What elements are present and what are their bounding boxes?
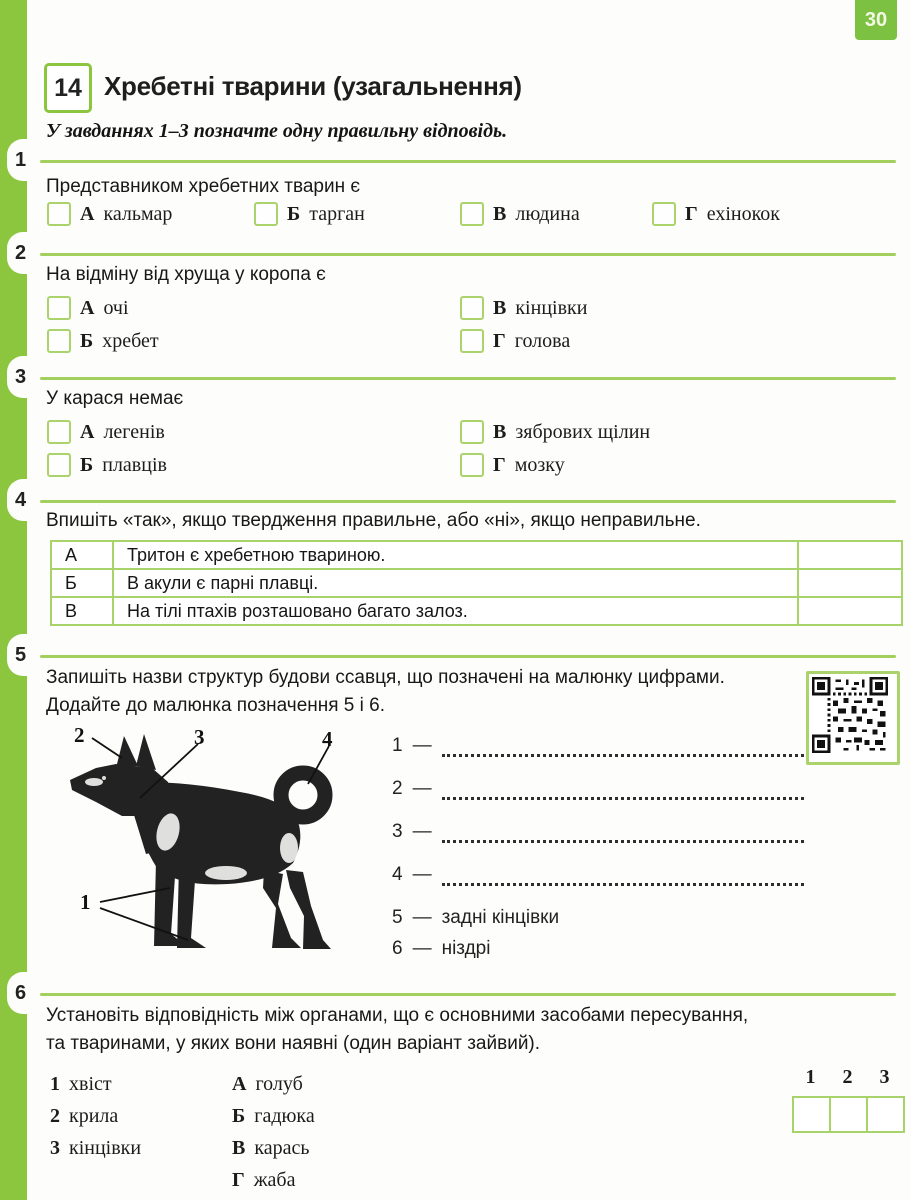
q6-right-item-v (232, 1137, 310, 1161)
option-text: кінцівки (515, 296, 588, 319)
item-letter: Б (232, 1105, 246, 1127)
row-answer-cell[interactable] (798, 541, 902, 569)
question-separator (40, 160, 896, 163)
question-5-stem-line2: Додайте до малюнка позначення 5 і 6. (46, 695, 386, 716)
option-checkbox[interactable] (460, 329, 484, 353)
question-2-number-tab (7, 232, 34, 274)
option-checkbox[interactable] (460, 453, 484, 477)
blank-number: 6 (392, 938, 403, 959)
match-grid-headers (792, 1066, 903, 1089)
question-number: 5 (14, 643, 27, 666)
page-title: Хребетні тварини (узагальнення) (104, 71, 522, 101)
option-letter: А (80, 296, 95, 319)
q2-option-b (47, 329, 159, 353)
question-4-stem: Впишіть «так», якщо твердження правильне, або «ні», якщо неправильне. (46, 510, 701, 531)
blank-number: 5 (392, 907, 403, 928)
question-2-stem: На відміну від хруща у коропа є (46, 264, 326, 285)
filled-answer-text: задні кінцівки (441, 907, 560, 928)
answer-blank-line[interactable] (442, 823, 804, 843)
figure-label-tail: 4 (322, 727, 333, 751)
option-letter: Б (287, 202, 301, 225)
item-text: жаба (253, 1169, 296, 1191)
row-letter: В (51, 597, 113, 625)
q6-left-item-1 (50, 1073, 112, 1097)
option-letter: В (493, 296, 507, 319)
question-3-number-tab (7, 356, 34, 398)
table-row (51, 597, 902, 625)
question-number: 6 (14, 981, 27, 1004)
grid-header: 1 (805, 1066, 816, 1088)
true-false-table (50, 540, 903, 626)
q5-blank-row-2 (392, 776, 804, 800)
option-checkbox[interactable] (460, 296, 484, 320)
q6-right-item-g (232, 1169, 295, 1193)
question-5-stem-line1: Запишіть назви структур будови ссавця, що позначені на малюнку цифрами. (46, 667, 725, 688)
question-1-number-tab (7, 139, 34, 181)
item-number: 2 (50, 1105, 60, 1127)
grid-header: 3 (879, 1066, 890, 1088)
table-row (51, 569, 902, 597)
option-checkbox[interactable] (460, 202, 484, 226)
item-letter: Г (232, 1169, 245, 1191)
option-letter: Б (80, 453, 94, 476)
q2-option-g (460, 329, 570, 353)
item-text: гадюка (254, 1105, 315, 1127)
q5-filled-row-5 (392, 905, 804, 929)
row-statement: На тілі птахів розташовано багато залоз. (113, 597, 798, 625)
option-checkbox[interactable] (47, 420, 71, 444)
q5-blank-row-4 (392, 862, 804, 886)
item-text: карась (254, 1137, 310, 1159)
question-6-number-tab (7, 972, 34, 1014)
q3-option-a (47, 420, 165, 444)
q1-option-g (652, 202, 780, 226)
option-checkbox[interactable] (460, 420, 484, 444)
q2-option-a (47, 296, 129, 320)
question-number: 2 (14, 241, 27, 264)
blank-number: 2 (392, 778, 403, 799)
q6-right-item-b (232, 1105, 315, 1129)
row-answer-cell[interactable] (798, 597, 902, 625)
option-letter: Г (685, 202, 698, 225)
match-answer-grid (792, 1096, 905, 1133)
row-letter: А (51, 541, 113, 569)
blank-dash: — (412, 735, 432, 756)
lesson-number-box (44, 63, 92, 113)
option-letter: Г (493, 453, 506, 476)
blank-number: 4 (392, 864, 403, 885)
option-text: мозку (514, 453, 565, 476)
question-separator (40, 377, 896, 380)
question-5-number-tab (7, 634, 34, 676)
option-text: людина (515, 202, 580, 225)
question-separator (40, 253, 896, 256)
blank-dash: — (412, 821, 432, 842)
item-text: голуб (255, 1073, 303, 1095)
row-letter: Б (51, 569, 113, 597)
question-separator (40, 993, 896, 996)
q6-right-item-a (232, 1073, 303, 1097)
item-text: кінцівки (69, 1137, 142, 1159)
question-separator (40, 655, 896, 658)
q2-option-v (460, 296, 587, 320)
question-6-stem-line2: та тваринами, у яких вони наявні (один варіант зайвий). (46, 1033, 541, 1054)
option-letter: В (493, 420, 507, 443)
question-1-stem: Представником хребетних тварин є (46, 176, 361, 197)
lesson-number: 14 (54, 73, 82, 102)
option-text: голова (514, 329, 571, 352)
grid-header: 2 (842, 1066, 853, 1088)
q5-blank-row-3 (392, 819, 804, 843)
match-answer-cell[interactable] (792, 1096, 831, 1133)
item-text: крила (69, 1105, 119, 1127)
item-text: хвіст (69, 1073, 112, 1095)
figure-label-ear: 2 (74, 723, 85, 747)
q3-option-g (460, 453, 565, 477)
option-letter: Г (493, 329, 506, 352)
item-number: 3 (50, 1137, 60, 1159)
question-number: 1 (14, 148, 27, 171)
qr-code (806, 671, 900, 765)
page-number-badge: 30 (855, 0, 897, 40)
option-text: легенів (103, 420, 165, 443)
instruction-text: У завданнях 1–3 позначте одну правильну відповідь. (46, 120, 508, 142)
q6-left-item-2 (50, 1105, 118, 1129)
option-checkbox[interactable] (652, 202, 676, 226)
option-text: зябрових щілин (515, 420, 651, 443)
option-checkbox[interactable] (47, 202, 71, 226)
item-letter: В (232, 1137, 246, 1159)
blank-dash: — (412, 778, 432, 799)
q1-option-a (47, 202, 172, 226)
question-4-number-tab (7, 479, 34, 521)
answer-blank-line[interactable] (442, 866, 804, 886)
figure-label-head: 3 (194, 725, 205, 749)
row-answer-cell[interactable] (798, 569, 902, 597)
item-number: 1 (50, 1073, 60, 1095)
match-answer-cell[interactable] (829, 1096, 868, 1133)
dog-illustration (40, 722, 400, 978)
q5-filled-row-6 (392, 936, 804, 960)
option-letter: А (80, 420, 95, 443)
question-number: 3 (14, 365, 27, 388)
item-letter: А (232, 1073, 247, 1095)
blank-number: 3 (392, 821, 403, 842)
q5-blank-row-1 (392, 733, 804, 757)
blank-number: 1 (392, 735, 403, 756)
option-checkbox[interactable] (47, 453, 71, 477)
filled-answer-text: ніздрі (441, 938, 491, 959)
match-answer-cell[interactable] (866, 1096, 905, 1133)
question-separator (40, 500, 896, 503)
q1-option-v (460, 202, 580, 226)
blank-dash: — (412, 864, 432, 885)
option-text: кальмар (103, 202, 173, 225)
question-3-stem: У карася немає (46, 388, 184, 409)
option-letter: В (493, 202, 507, 225)
option-text: плавців (102, 453, 167, 476)
row-statement: Тритон є хребетною твариною. (113, 541, 798, 569)
option-text: ехінокок (706, 202, 781, 225)
table-row (51, 541, 902, 569)
figure-label-front-limbs: 1 (80, 890, 91, 914)
option-checkbox[interactable] (254, 202, 278, 226)
q6-left-item-3 (50, 1137, 141, 1161)
option-text: очі (103, 296, 129, 319)
q1-option-b (254, 202, 365, 226)
answer-blank-line[interactable] (442, 737, 804, 757)
option-text: тарган (309, 202, 365, 225)
option-checkbox[interactable] (47, 329, 71, 353)
q3-option-b (47, 453, 167, 477)
option-letter: Б (80, 329, 94, 352)
q3-option-v (460, 420, 650, 444)
question-6-stem-line1: Установіть відповідність між органами, що є основними засобами пересування, (46, 1005, 749, 1026)
option-letter: А (80, 202, 95, 225)
dog-figure (40, 722, 400, 978)
option-text: хребет (102, 329, 159, 352)
option-checkbox[interactable] (47, 296, 71, 320)
blank-dash: — (412, 938, 432, 959)
blank-dash: — (412, 907, 432, 928)
row-statement: В акули є парні плавці. (113, 569, 798, 597)
question-number: 4 (14, 488, 27, 511)
answer-blank-line[interactable] (442, 780, 804, 800)
